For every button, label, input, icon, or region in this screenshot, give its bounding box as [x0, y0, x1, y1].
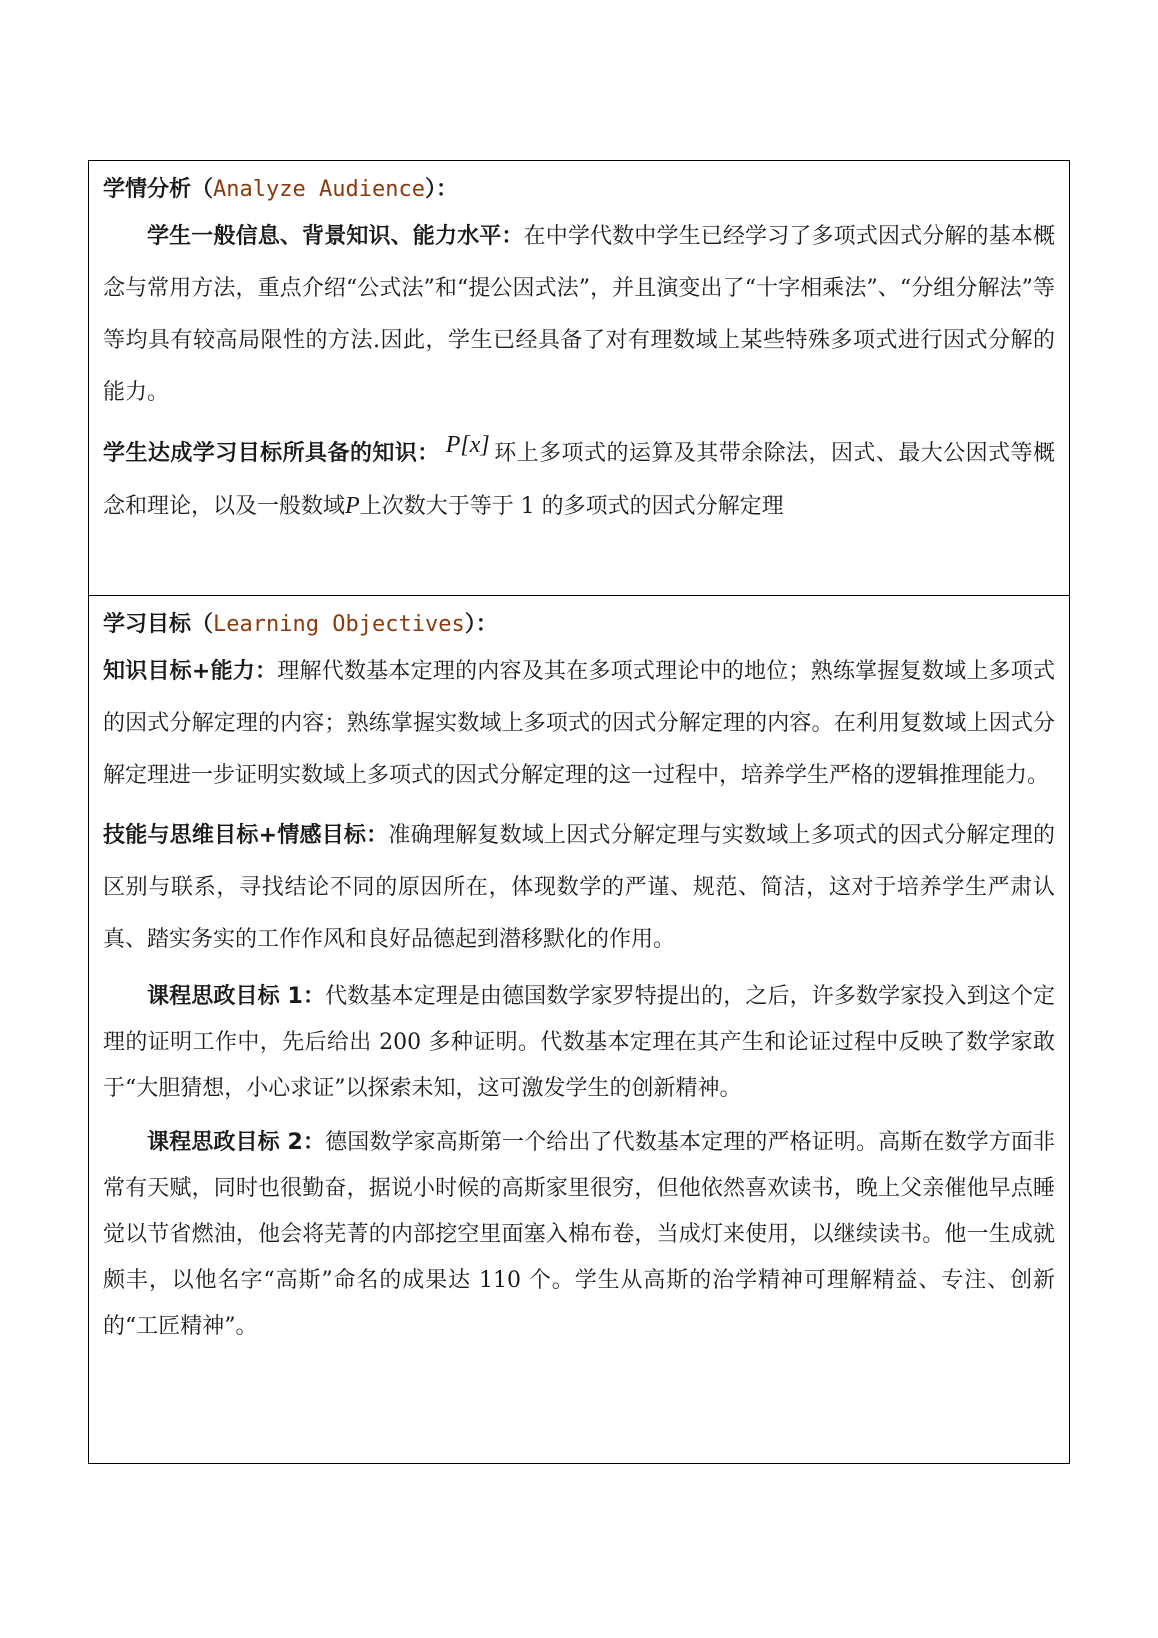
student-knowledge-label: 学生达成学习目标所具备的知识： [103, 441, 440, 466]
audience-heading-zh: 学情分析 [103, 177, 192, 202]
student-knowledge-paragraph [103, 427, 1055, 533]
audience-heading [103, 169, 1055, 211]
ideology-objective-1-label: 课程思政目标 1： [147, 984, 326, 1009]
ideology-objective-2-text: 德国数学家高斯第一个给出了代数基本定理的严格证明。高斯在数学方面非常有天赋，同时也很勤奋，据说小时候的高斯家里很穷，但他依然喜欢读书，晚上父亲催他早点睡觉以节省燃油，他会将芜菁的内部挖空里面塞入棉布卷，当成灯来使用，以继续读书。他一生成就颇丰，以他名字“高斯”命名的成果达 110 个。学生从高斯的治学精神可理解精益、专注、创新的“工匠精神”。 [103, 1130, 1055, 1339]
lesson-plan-table [88, 160, 1070, 1464]
audience-analysis-cell [89, 161, 1069, 595]
ideology-objective-1-paragraph [103, 974, 1055, 1112]
student-background-text: 在中学代数中学生已经学习了多项式因式分解的基本概念与常用方法，重点介绍“公式法”和“提公因式法”，并且演变出了“十字相乘法”、“分组分解法”等等均具有较高局限性的方法.因此，学生已经具备了对有理数域上某些特殊多项式进行因式分解的能力。 [103, 224, 1055, 405]
heading-paren-close: ）： [464, 612, 498, 637]
heading-paren-open: （ [191, 177, 214, 202]
learning-objectives-cell [89, 595, 1069, 1463]
objectives-heading-zh: 学习目标 [103, 612, 192, 637]
heading-paren-close: ）： [424, 177, 458, 202]
skill-objective-paragraph [103, 810, 1055, 966]
ideology-objective-1-text: 代数基本定理是由德国数学家罗特提出的，之后，许多数学家投入到这个定理的证明工作中，先后给出 200 多种证明。代数基本定理在其产生和论证过程中反映了数学家敢于“大胆猜想，小心求证”以探索未知，这可激发学生的创新精神。 [103, 984, 1055, 1101]
objectives-heading-en: Learning Objectives [213, 612, 465, 637]
audience-heading-en: Analyze Audience [213, 177, 425, 202]
field-p-math: P [345, 493, 360, 519]
polynomial-ring-math: P[x] [445, 432, 490, 458]
objectives-heading [103, 604, 1055, 646]
student-knowledge-text-a: 环上多项式的运算及其带余除法，因式、最大公因式等概念和理论，以及一般数域 [103, 441, 1055, 519]
knowledge-objective-text: 理解代数基本定理的内容及其在多项式理论中的地位；熟练掌握复数域上多项式的因式分解定理的内容；熟练掌握实数域上多项式的因式分解定理的内容。在利用复数域上因式分解定理进一步证明实数域上多项式的因式分解定理的这一过程中，培养学生严格的逻辑推理能力。 [103, 659, 1055, 788]
ideology-objective-2-paragraph [103, 1120, 1055, 1350]
knowledge-objective-paragraph [103, 646, 1055, 802]
heading-paren-open: （ [191, 612, 214, 637]
student-background-label: 学生一般信息、背景知识、能力水平： [147, 224, 524, 249]
knowledge-objective-label: 知识目标+能力： [103, 659, 278, 684]
skill-objective-label: 技能与思维目标+情感目标： [103, 823, 389, 848]
skill-objective-text: 准确理解复数域上因式分解定理与实数域上多项式的因式分解定理的区别与联系，寻找结论不同的原因所在，体现数学的严谨、规范、简洁，这对于培养学生严肃认真、踏实务实的工作作风和良好品德起到潜移默化的作用。 [103, 823, 1055, 952]
ideology-objective-2-label: 课程思政目标 2： [147, 1130, 326, 1155]
student-background-paragraph [103, 211, 1055, 419]
student-knowledge-text-b: 上次数大于等于 1 的多项式的因式分解定理 [359, 494, 784, 519]
